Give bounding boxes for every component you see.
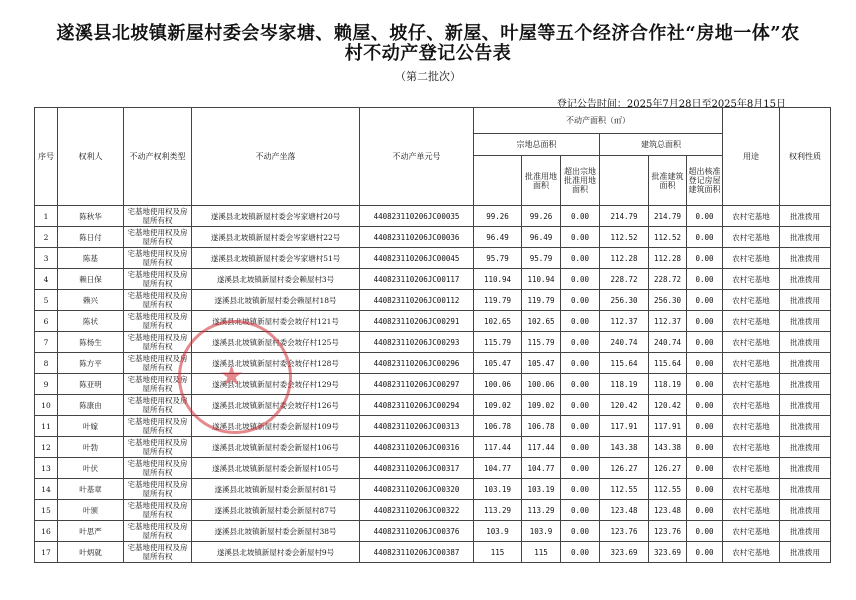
row-approved-building: 123.76 (649, 521, 687, 542)
row-right-type: 宅基地使用权及房屋所有权 (124, 248, 192, 269)
row-nature: 批准拨用 (780, 206, 831, 227)
row-owner: 叶伏 (58, 458, 124, 479)
row-land-total: 117.44 (474, 437, 522, 458)
table-row (35, 206, 831, 227)
row-nature: 批准拨用 (780, 269, 831, 290)
row-approved-land: 117.44 (522, 437, 561, 458)
row-land-total: 109.02 (474, 395, 522, 416)
row-seq: 17 (35, 542, 58, 563)
row-owner: 陈秋华 (58, 206, 124, 227)
row-nature: 批准拨用 (780, 332, 831, 353)
row-approved-land: 104.77 (522, 458, 561, 479)
row-owner: 陈亚明 (58, 374, 124, 395)
row-right-type: 宅基地使用权及房屋所有权 (124, 311, 192, 332)
row-unit-no: 440823110206JC00112 (360, 290, 474, 311)
row-usage: 农村宅基地 (723, 416, 780, 437)
row-location: 遂溪县北坡镇新屋村委会坡仔村126号 (192, 395, 360, 416)
row-unit-no: 440823110206JC00322 (360, 500, 474, 521)
row-right-type: 宅基地使用权及房屋所有权 (124, 521, 192, 542)
row-owner: 叶嫁 (58, 416, 124, 437)
header-nature: 权利性质 (780, 108, 831, 206)
row-location: 遂溪县北坡镇新屋村委会岑家塘村51号 (192, 248, 360, 269)
row-over-building: 0.00 (687, 521, 723, 542)
row-approved-land: 110.94 (522, 269, 561, 290)
row-over-land: 0.00 (561, 521, 600, 542)
row-nature: 批准拨用 (780, 521, 831, 542)
row-owner: 叶颁 (58, 500, 124, 521)
row-location: 遂溪县北坡镇新屋村委会坡仔村129号 (192, 374, 360, 395)
row-seq: 8 (35, 353, 58, 374)
row-building-total: 117.91 (600, 416, 649, 437)
row-location: 遂溪县北坡镇新屋村委会坡仔村128号 (192, 353, 360, 374)
header-approved-land: 批准用地面积 (522, 156, 561, 206)
row-over-building: 0.00 (687, 395, 723, 416)
row-approved-building: 214.79 (649, 206, 687, 227)
row-land-total: 96.49 (474, 227, 522, 248)
row-nature: 批准拨用 (780, 395, 831, 416)
row-over-land: 0.00 (561, 395, 600, 416)
row-over-building: 0.00 (687, 290, 723, 311)
table-row (35, 227, 831, 248)
header-usage: 用途 (723, 108, 780, 206)
row-approved-building: 123.48 (649, 500, 687, 521)
row-approved-building: 112.52 (649, 227, 687, 248)
header-over-land: 超出宗地批准用地面积 (561, 156, 600, 206)
row-approved-land: 119.79 (522, 290, 561, 311)
table-row (35, 500, 831, 521)
row-right-type: 宅基地使用权及房屋所有权 (124, 374, 192, 395)
row-nature: 批准拨用 (780, 374, 831, 395)
row-approved-land: 115 (522, 542, 561, 563)
row-approved-land: 109.02 (522, 395, 561, 416)
header-right-type: 不动产权利类型 (124, 108, 192, 206)
row-right-type: 宅基地使用权及房屋所有权 (124, 437, 192, 458)
row-unit-no: 440823110206JC00293 (360, 332, 474, 353)
row-usage: 农村宅基地 (723, 479, 780, 500)
header-unit-no: 不动产单元号 (360, 108, 474, 206)
row-owner: 陈日付 (58, 227, 124, 248)
row-seq: 12 (35, 437, 58, 458)
row-over-building: 0.00 (687, 206, 723, 227)
title-line-2: 村不动产登记公告表 (344, 43, 512, 64)
row-nature: 批准拨用 (780, 500, 831, 521)
row-right-type: 宅基地使用权及房屋所有权 (124, 206, 192, 227)
table-row (35, 353, 831, 374)
row-location: 遂溪县北坡镇新屋村委会新屋村109号 (192, 416, 360, 437)
row-usage: 农村宅基地 (723, 374, 780, 395)
row-building-total: 256.30 (600, 290, 649, 311)
row-land-total: 95.79 (474, 248, 522, 269)
row-seq: 10 (35, 395, 58, 416)
row-building-total: 118.19 (600, 374, 649, 395)
row-right-type: 宅基地使用权及房屋所有权 (124, 269, 192, 290)
row-owner: 叶炳就 (58, 542, 124, 563)
row-right-type: 宅基地使用权及房屋所有权 (124, 227, 192, 248)
row-approved-building: 240.74 (649, 332, 687, 353)
row-owner: 陈基 (58, 248, 124, 269)
row-right-type: 宅基地使用权及房屋所有权 (124, 479, 192, 500)
row-location: 遂溪县北坡镇新屋村委会新屋村81号 (192, 479, 360, 500)
row-nature: 批准拨用 (780, 479, 831, 500)
row-over-land: 0.00 (561, 374, 600, 395)
row-approved-building: 323.69 (649, 542, 687, 563)
table-row (35, 542, 831, 563)
header-owner: 权利人 (58, 108, 124, 206)
row-over-building: 0.00 (687, 542, 723, 563)
row-location: 遂溪县北坡镇新屋村委会赖屋村3号 (192, 269, 360, 290)
row-right-type: 宅基地使用权及房屋所有权 (124, 353, 192, 374)
title-line-1: 遂溪县北坡镇新屋村委会岑家塘、赖屋、坡仔、新屋、叶屋等五个经济合作社“房地一体”农 (56, 23, 800, 44)
row-seq: 13 (35, 458, 58, 479)
publish-date: 登记公告时间：2025年7月28日至2025年8月15日 (556, 99, 786, 110)
row-nature: 批准拨用 (780, 290, 831, 311)
row-location: 遂溪县北坡镇新屋村委会新屋村105号 (192, 458, 360, 479)
row-approved-land: 103.19 (522, 479, 561, 500)
row-building-total: 120.42 (600, 395, 649, 416)
row-over-building: 0.00 (687, 311, 723, 332)
row-land-total: 103.19 (474, 479, 522, 500)
row-over-building: 0.00 (687, 269, 723, 290)
row-approved-land: 96.49 (522, 227, 561, 248)
row-approved-land: 102.65 (522, 311, 561, 332)
row-land-total: 113.29 (474, 500, 522, 521)
row-usage: 农村宅基地 (723, 332, 780, 353)
row-unit-no: 440823110206JC00376 (360, 521, 474, 542)
row-seq: 11 (35, 416, 58, 437)
row-land-total: 99.26 (474, 206, 522, 227)
row-over-land: 0.00 (561, 290, 600, 311)
row-building-total: 214.79 (600, 206, 649, 227)
row-over-building: 0.00 (687, 248, 723, 269)
row-land-total: 119.79 (474, 290, 522, 311)
row-usage: 农村宅基地 (723, 500, 780, 521)
row-owner: 赖兴 (58, 290, 124, 311)
row-usage: 农村宅基地 (723, 269, 780, 290)
table-row (35, 311, 831, 332)
table-body (35, 206, 831, 563)
row-owner: 陈方平 (58, 353, 124, 374)
row-building-total: 126.27 (600, 458, 649, 479)
row-location: 遂溪县北坡镇新屋村委会岑家塘村20号 (192, 206, 360, 227)
row-nature: 批准拨用 (780, 248, 831, 269)
row-unit-no: 440823110206JC00387 (360, 542, 474, 563)
row-right-type: 宅基地使用权及房屋所有权 (124, 332, 192, 353)
table-row (35, 458, 831, 479)
table-row (35, 374, 831, 395)
row-land-total: 115 (474, 542, 522, 563)
row-building-total: 323.69 (600, 542, 649, 563)
row-owner: 陈状 (58, 311, 124, 332)
row-over-land: 0.00 (561, 332, 600, 353)
row-unit-no: 440823110206JC00291 (360, 311, 474, 332)
row-approved-land: 106.78 (522, 416, 561, 437)
table-row (35, 521, 831, 542)
table-row (35, 269, 831, 290)
row-owner: 叶基章 (58, 479, 124, 500)
row-approved-land: 99.26 (522, 206, 561, 227)
row-usage: 农村宅基地 (723, 353, 780, 374)
row-nature: 批准拨用 (780, 227, 831, 248)
row-right-type: 宅基地使用权及房屋所有权 (124, 290, 192, 311)
row-usage: 农村宅基地 (723, 395, 780, 416)
row-seq: 5 (35, 290, 58, 311)
row-usage: 农村宅基地 (723, 437, 780, 458)
row-over-building: 0.00 (687, 437, 723, 458)
row-over-land: 0.00 (561, 437, 600, 458)
row-over-land: 0.00 (561, 479, 600, 500)
row-approved-building: 228.72 (649, 269, 687, 290)
row-approved-building: 126.27 (649, 458, 687, 479)
row-land-total: 104.77 (474, 458, 522, 479)
row-nature: 批准拨用 (780, 437, 831, 458)
row-usage: 农村宅基地 (723, 206, 780, 227)
row-owner: 陈杨生 (58, 332, 124, 353)
row-location: 遂溪县北坡镇新屋村委会新屋村9号 (192, 542, 360, 563)
row-right-type: 宅基地使用权及房屋所有权 (124, 395, 192, 416)
table-row (35, 479, 831, 500)
row-location: 遂溪县北坡镇新屋村委会新屋村38号 (192, 521, 360, 542)
row-approved-building: 112.37 (649, 311, 687, 332)
row-approved-building: 256.30 (649, 290, 687, 311)
row-nature: 批准拨用 (780, 311, 831, 332)
row-seq: 2 (35, 227, 58, 248)
registration-table (34, 107, 831, 563)
row-seq: 4 (35, 269, 58, 290)
row-unit-no: 440823110206JC00297 (360, 374, 474, 395)
row-over-land: 0.00 (561, 248, 600, 269)
row-approved-land: 100.06 (522, 374, 561, 395)
row-over-land: 0.00 (561, 269, 600, 290)
row-approved-land: 115.79 (522, 332, 561, 353)
document-title (0, 24, 856, 64)
row-approved-land: 113.29 (522, 500, 561, 521)
row-seq: 9 (35, 374, 58, 395)
row-land-total: 105.47 (474, 353, 522, 374)
row-unit-no: 440823110206JC00313 (360, 416, 474, 437)
row-approved-land: 105.47 (522, 353, 561, 374)
row-owner: 陈康由 (58, 395, 124, 416)
row-usage: 农村宅基地 (723, 227, 780, 248)
row-unit-no: 440823110206JC00045 (360, 248, 474, 269)
row-location: 遂溪县北坡镇新屋村委会新屋村87号 (192, 500, 360, 521)
row-seq: 15 (35, 500, 58, 521)
row-right-type: 宅基地使用权及房屋所有权 (124, 416, 192, 437)
row-over-building: 0.00 (687, 353, 723, 374)
row-seq: 3 (35, 248, 58, 269)
row-usage: 农村宅基地 (723, 521, 780, 542)
row-building-total: 112.55 (600, 479, 649, 500)
row-over-building: 0.00 (687, 458, 723, 479)
table-row (35, 248, 831, 269)
row-building-total: 123.76 (600, 521, 649, 542)
row-building-total: 112.28 (600, 248, 649, 269)
row-right-type: 宅基地使用权及房屋所有权 (124, 500, 192, 521)
row-usage: 农村宅基地 (723, 458, 780, 479)
header-approved-building: 批准建筑面积 (649, 156, 687, 206)
row-land-total: 115.79 (474, 332, 522, 353)
header-land-total: 宗地总面积 (474, 134, 600, 156)
row-unit-no: 440823110206JC00036 (360, 227, 474, 248)
table-row (35, 290, 831, 311)
row-over-land: 0.00 (561, 227, 600, 248)
row-location: 遂溪县北坡镇新屋村委会坡仔村125号 (192, 332, 360, 353)
row-approved-building: 120.42 (649, 395, 687, 416)
row-location: 遂溪县北坡镇新屋村委会岑家塘村22号 (192, 227, 360, 248)
row-building-total: 143.38 (600, 437, 649, 458)
row-building-total: 112.37 (600, 311, 649, 332)
row-over-building: 0.00 (687, 416, 723, 437)
header-over-building: 超出核准登记房屋建筑面积 (687, 156, 723, 206)
row-building-total: 112.52 (600, 227, 649, 248)
row-unit-no: 440823110206JC00317 (360, 458, 474, 479)
batch-label: （第二批次） (395, 70, 461, 83)
row-building-total: 240.74 (600, 332, 649, 353)
header-area-group: 不动产面积（㎡） (474, 108, 723, 134)
table-row (35, 395, 831, 416)
row-over-land: 0.00 (561, 458, 600, 479)
row-over-land: 0.00 (561, 353, 600, 374)
row-over-land: 0.00 (561, 311, 600, 332)
row-unit-no: 440823110206JC00035 (360, 206, 474, 227)
header-location: 不动产坐落 (192, 108, 360, 206)
row-approved-building: 117.91 (649, 416, 687, 437)
row-approved-building: 115.64 (649, 353, 687, 374)
row-building-total: 228.72 (600, 269, 649, 290)
row-seq: 6 (35, 311, 58, 332)
header-building-total: 建筑总面积 (600, 134, 723, 156)
row-location: 遂溪县北坡镇新屋村委会新屋村106号 (192, 437, 360, 458)
row-land-total: 106.78 (474, 416, 522, 437)
row-over-land: 0.00 (561, 416, 600, 437)
row-over-building: 0.00 (687, 332, 723, 353)
row-building-total: 115.64 (600, 353, 649, 374)
row-unit-no: 440823110206JC00117 (360, 269, 474, 290)
row-seq: 14 (35, 479, 58, 500)
row-usage: 农村宅基地 (723, 542, 780, 563)
row-over-land: 0.00 (561, 206, 600, 227)
row-approved-land: 103.9 (522, 521, 561, 542)
row-nature: 批准拨用 (780, 458, 831, 479)
seal-star-icon: ★ (219, 359, 245, 392)
row-usage: 农村宅基地 (723, 248, 780, 269)
row-approved-land: 95.79 (522, 248, 561, 269)
row-right-type: 宅基地使用权及房屋所有权 (124, 542, 192, 563)
row-owner: 叶思严 (58, 521, 124, 542)
row-location: 遂溪县北坡镇新屋村委会赖屋村18号 (192, 290, 360, 311)
row-seq: 1 (35, 206, 58, 227)
row-nature: 批准拨用 (780, 353, 831, 374)
row-unit-no: 440823110206JC00320 (360, 479, 474, 500)
row-right-type: 宅基地使用权及房屋所有权 (124, 458, 192, 479)
row-over-land: 0.00 (561, 542, 600, 563)
row-unit-no: 440823110206JC00316 (360, 437, 474, 458)
table-row (35, 416, 831, 437)
row-over-building: 0.00 (687, 374, 723, 395)
row-owner: 赖日保 (58, 269, 124, 290)
row-land-total: 102.65 (474, 311, 522, 332)
row-building-total: 123.48 (600, 500, 649, 521)
row-land-total: 100.06 (474, 374, 522, 395)
row-over-building: 0.00 (687, 500, 723, 521)
row-over-land: 0.00 (561, 500, 600, 521)
row-unit-no: 440823110206JC00294 (360, 395, 474, 416)
row-over-building: 0.00 (687, 479, 723, 500)
row-land-total: 110.94 (474, 269, 522, 290)
table-row (35, 332, 831, 353)
row-owner: 叶勃 (58, 437, 124, 458)
table-row (35, 437, 831, 458)
row-over-building: 0.00 (687, 227, 723, 248)
row-approved-building: 112.28 (649, 248, 687, 269)
row-seq: 7 (35, 332, 58, 353)
row-usage: 农村宅基地 (723, 290, 780, 311)
row-usage: 农村宅基地 (723, 311, 780, 332)
row-land-total: 103.9 (474, 521, 522, 542)
row-approved-building: 118.19 (649, 374, 687, 395)
row-unit-no: 440823110206JC00296 (360, 353, 474, 374)
header-seq: 序号 (35, 108, 58, 206)
row-seq: 16 (35, 521, 58, 542)
row-approved-building: 112.55 (649, 479, 687, 500)
row-location: 遂溪县北坡镇新屋村委会坡仔村121号 (192, 311, 360, 332)
row-nature: 批准拨用 (780, 542, 831, 563)
row-nature: 批准拨用 (780, 416, 831, 437)
row-approved-building: 143.38 (649, 437, 687, 458)
